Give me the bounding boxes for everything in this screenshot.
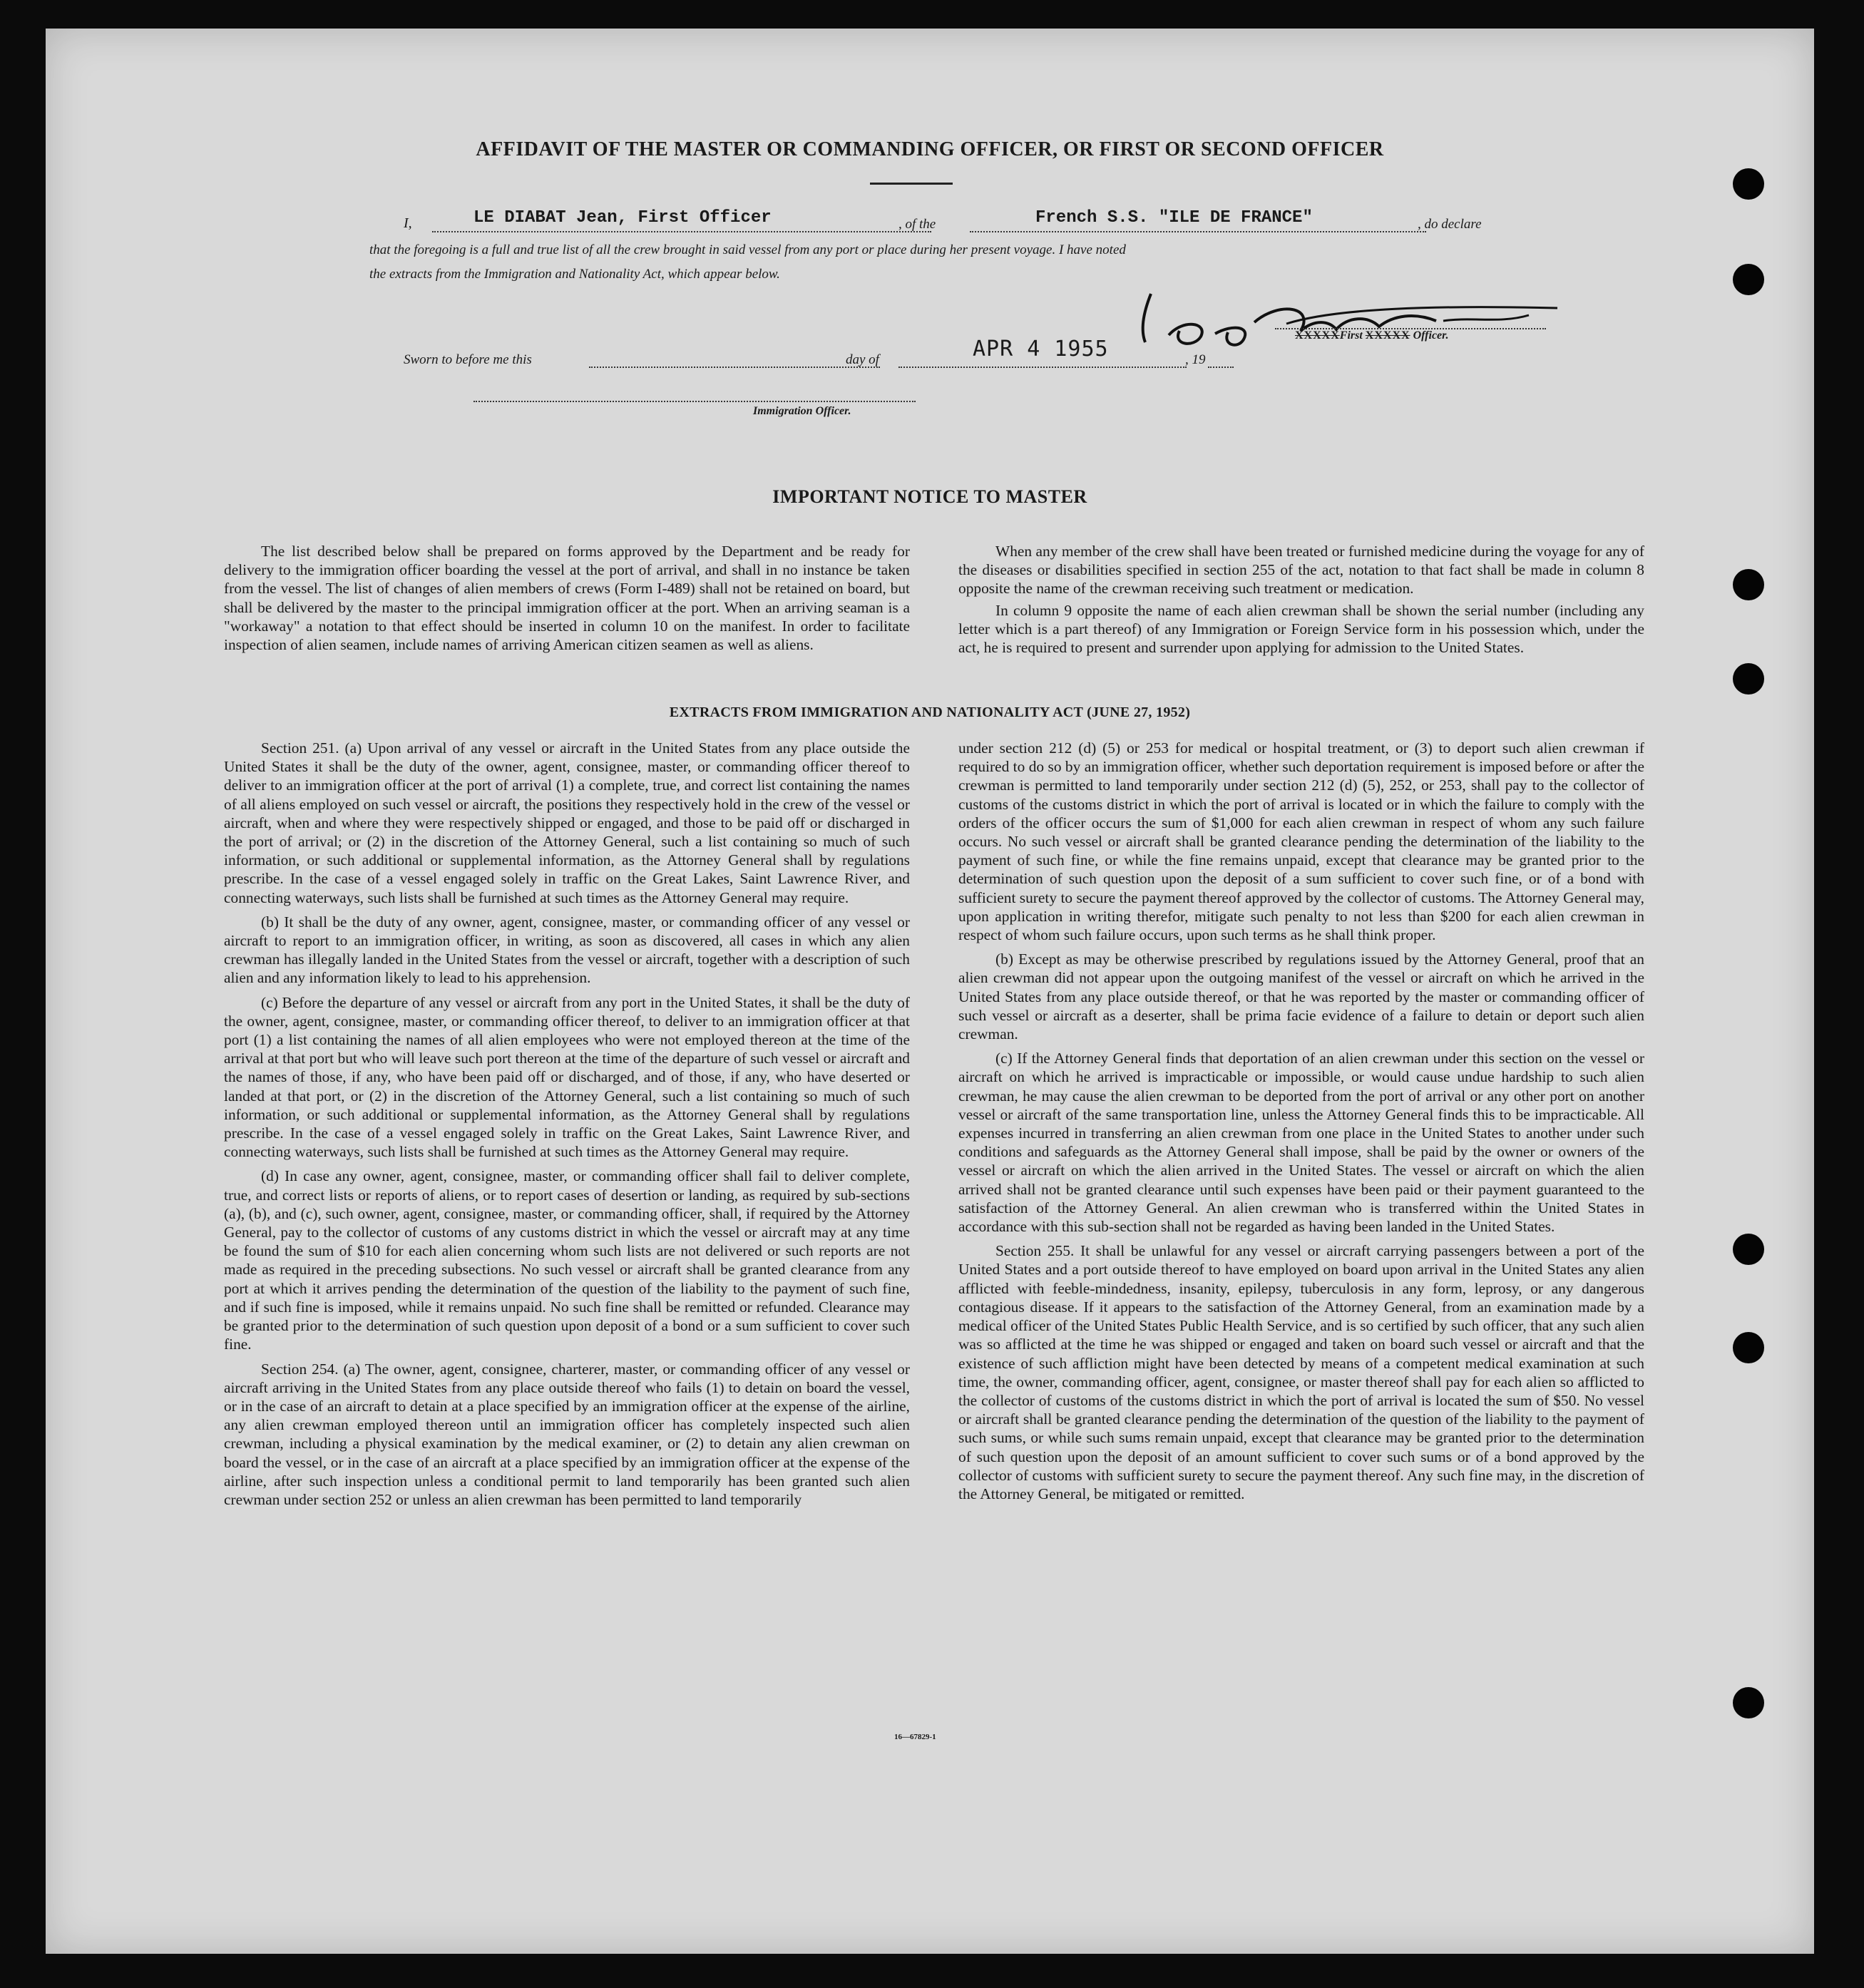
extract-paragraph: Section 251. (a) Upon arrival of any vessel or aircraft in the United States from any place outside the United States it shall be the duty of the owner, agent, consignee, master, or commanding officer thereof to deliver to an immigration officer at the port of arrival (1) a complete, true, and correct list containing the names of all aliens employed on such vessel or aircraft, the positions they respectively hold in the crew of the vessel or aircraft, when and where they were respectively shipped or engaged, and those to be paid off or discharged in the port of arrival; or (2) in the discretion of the Attorney General, such a list containing so much of such information, or such additional or supplemental information, as the Attorney General shall by regulations prescribe. In the case of a vessel engaged solely in traffic on the Great Lakes, Saint Lawrence River, and connecting waterways, such lists shall be furnished at such times as the Attorney General may require. bbox=[224, 739, 910, 906]
struck-text: XXXXX bbox=[1295, 329, 1340, 342]
sworn-day-line bbox=[589, 367, 880, 368]
declarant-name: LE DIABAT Jean, First Officer bbox=[473, 208, 772, 227]
form-number: 16—67829-1 bbox=[894, 1733, 936, 1741]
do-declare-label: , do declare bbox=[1418, 217, 1482, 232]
notice-paragraph: In column 9 opposite the name of each alien crewman shall be shown the serial number (including any letter which is a part thereof) of any Immigration or Foreign Service form in his possession which, under the act, he is required to present and surrender upon applying for admission to the United States. bbox=[958, 601, 1644, 657]
binder-hole bbox=[1733, 663, 1764, 695]
binder-hole bbox=[1733, 1234, 1764, 1265]
first-label: First bbox=[1339, 329, 1363, 342]
binder-hole bbox=[1733, 168, 1764, 200]
notice-title: IMPORTANT NOTICE TO MASTER bbox=[772, 486, 1087, 507]
struck-text: XXXXX bbox=[1365, 329, 1410, 342]
extract-paragraph: (b) It shall be the duty of any owner, agent, consignee, master, or commanding officer of any vessel or aircraft to report to an immigration officer, in writing, as soon as discovered, all cases in which any alien crewman has illegally landed in the United States from the vessel or aircraft, together with a description of such alien and any information likely to lead to his apprehension. bbox=[224, 913, 910, 987]
vessel-name: French S.S. "ILE DE FRANCE" bbox=[1035, 208, 1313, 227]
notice-paragraph: When any member of the crew shall have been treated or furnished medicine during the voyage for any of the diseases or disabilities specified in section 255 of the act, notation to that fact shall be made in column 8 opposite the name of the crewman receiving such treatment or medication. bbox=[958, 543, 1644, 598]
notice-left-column bbox=[224, 542, 910, 660]
binder-hole bbox=[1733, 1332, 1764, 1363]
extract-paragraph: under section 212 (d) (5) or 253 for medical or hospital treatment, or (3) to deport such alien crewman if required to do so by an immigration officer, whether such deportation requirement is imposed before or after the crewman is permitted to land temporarily under section 212 (d) (5), 252, or 253, shall pay to the collector of customs of the customs district in which the port of arrival is located or in which the failure to comply with the orders of the officer occurs the sum of $1,000 for each alien crewman in respect of whom any such failure occurs. No such vessel or aircraft shall be granted clearance pending the determination of the liability to the payment of such fine, or while the fine remains unpaid, except that clearance may be granted prior to the determination of such question upon the deposit of a sum sufficient to cover such fine, or of a bond with sufficient surety to secure the payment thereof approved by the collector of customs. The Attorney General may, upon application in writing therefor, mitigate such penalty to not less than $200 for each alien crewman in respect of whom such failure occurs, upon such terms as he shall think proper. bbox=[958, 739, 1644, 944]
declarant-line bbox=[432, 231, 931, 232]
title-rule bbox=[870, 183, 953, 185]
extract-paragraph: (b) Except as may be otherwise prescribed by regulations issued by the Attorney General, proof that an alien crewman did not appear upon the outgoing manifest of the vessel or aircraft on which he arrived in the United States from any place outside thereof, or that he was reported by the master or commanding officer of such vessel or aircraft as a deserter, shall be prima facie evidence of a failure to detain or deport such alien crewman. bbox=[958, 951, 1644, 1043]
affidavit-statement-cont: the extracts from the Immigration and Nationality Act, which appear below. bbox=[369, 267, 780, 282]
immigration-officer-label: Immigration Officer. bbox=[753, 405, 851, 417]
extracts-title: EXTRACTS FROM IMMIGRATION AND NATIONALITY ACT (JUNE 27, 1952) bbox=[669, 704, 1191, 720]
extract-paragraph: (c) If the Attorney General finds that deportation of an alien crewman under this section on the vessel or aircraft on which he arrived is impracticable or impossible, or would cause undue hardship to such alien crewman, he may cause the alien crewman to be deported from the port of arrival or any other port on another vessel or aircraft of the same transportation line, unless the Attorney General finds this to be impracticable. All expenses incurred in transferring an alien crewman from one place in the United States to another under such conditions and safeguards as the Attorney General shall impose, shall be paid by the owner or owners of the vessel or aircraft on which the alien arrived in the United States. The vessel or aircraft on which the alien arrived shall not be granted clearance until such expenses have been paid or their payment guaranteed to the satisfaction of the Attorney General. An alien crewman who is transferred within the United States in accordance with this sub-section shall not be regarded as having been landed in the United States. bbox=[958, 1050, 1644, 1236]
year-line bbox=[1208, 367, 1234, 368]
binder-hole bbox=[1733, 569, 1764, 600]
sworn-date-line bbox=[898, 367, 1187, 368]
binder-hole bbox=[1733, 264, 1764, 295]
officer-label: Officer. bbox=[1413, 329, 1449, 342]
extract-paragraph: (d) In case any owner, agent, consignee, master, or commanding officer shall fail to deliver complete, true, and correct lists or reports of aliens, or to report cases of desertion or landing, as required by sub-sections (a), (b), and (c), such owner, agent, consignee, master, or commanding officer, shall, if required by the Attorney General, pay to the collector of customs of any customs district in which the vessel or aircraft may at any time be found the sum of $10 for each alien concerning whom such lists are not delivered or such reports are not made as required in the preceding subsections. No such vessel or aircraft shall be granted clearance from any port at which it arrives pending the determination of the question of the liability to the payment of such fine, and if such fine is imposed, while it remains unpaid. No such fine shall be remitted or refunded. Clearance may be granted prior to the determination of such question upon deposit of a bond or a sum sufficient to cover such fine. bbox=[224, 1167, 910, 1353]
affidavit-statement: that the foregoing is a full and true list of all the crew brought in said vessel from any port or place during her present voyage. I have noted bbox=[369, 242, 1126, 257]
of-the-label: , of the bbox=[898, 217, 936, 232]
extract-paragraph: (c) Before the departure of any vessel or aircraft from any port in the United States, it shall be the duty of the owner, agent, consignee, master, or commanding officer thereof, to deliver to an immigration officer at that port (1) a list containing the names of all alien employees who were not employed thereon at the time of the arrival at that port but who will leave such port thereon at the time of the departure of such vessel or aircraft and the names of those, if any, who have been paid off or discharged, and of those, if any, who have deserted or landed at that port, or (2) in the discretion of the Attorney General, such a list containing so much of such information, or such additional or supplemental information, as the Attorney General shall by regulations prescribe. In the case of a vessel engaged solely in traffic on the Great Lakes, Saint Lawrence River, and connecting waterways, such lists shall be furnished at such times as the Attorney General may require. bbox=[224, 993, 910, 1161]
date-stamp: APR 4 1955 bbox=[973, 337, 1109, 362]
affidavit-title: AFFIDAVIT OF THE MASTER OR COMMANDING OFFICER, OR FIRST OR SECOND OFFICER bbox=[476, 138, 1384, 160]
binder-hole bbox=[1733, 1687, 1764, 1718]
sworn-label: Sworn to before me this bbox=[404, 352, 532, 367]
extract-paragraph: Section 254. (a) The owner, agent, consignee, charterer, master, or commanding officer of any vessel or aircraft arriving in the United States from any place outside thereof who fails (1) to detain on board the vessel, or in the case of an aircraft to detain at a place specified by an immigration officer at the expense of the airline, any alien crewman employed thereon until an immigration officer has completely inspected such alien crewman, including a physical examination by the medical examiner, or (2) to detain any alien crewman on board the vessel, or in the case of an aircraft at a place specified by an immigration officer at the expense of the airline, after such inspection unless a conditional permit to land temporarily has been granted such alien crewman under section 252 or unless an alien crewman has been permitted to land temporarily bbox=[224, 1360, 910, 1508]
officer-title bbox=[1295, 329, 1449, 342]
i-label: I, bbox=[404, 215, 412, 231]
notice-right-column bbox=[958, 542, 1644, 662]
extracts-left-column bbox=[224, 739, 910, 1515]
year-label: , 19 bbox=[1185, 352, 1206, 367]
notice-paragraph: The list described below shall be prepared on forms approved by the Department and be ready for delivery to the immigration officer boarding the vessel at the port of arrival, and shall in no instance be taken from the vessel. The list of changes of alien members of crews (Form I-489) shall not be retained on board, but shall be delivered by the master to the principal immigration officer at the port. When an arriving seaman is a "workaway" a notation to that effect should be inserted in column 10 on the manifest. In order to facilitate inspection of alien seamen, include names of arriving American citizen seamen as well as aliens. bbox=[224, 543, 910, 654]
document-page bbox=[46, 29, 1814, 1954]
extract-paragraph: Section 255. It shall be unlawful for any vessel or aircraft carrying passengers between a port of the United States and a port outside thereof to have employed on board upon arrival in the United States any alien afflicted with feeble-mindedness, insanity, epilepsy, tuberculosis in any form, leprosy, or any dangerous contagious disease. If it appears to the satisfaction of the Attorney General, from an examination made by a medical officer of the United States Public Health Service, and is so certified by such officer, that any such alien was so afflicted at the time he was shipped or engaged and taken on board such vessel or aircraft and that the existence of such affliction might have been detected by means of a competent medical examination at such time, the owner, commanding officer, agent, consignee, or master thereof shall pay for each alien so afflicted to the collector of customs of the customs district in which the port of arrival is located the sum of $50. No vessel or aircraft shall be granted clearance pending the determination of the question of the liability to the payment of such sums, or while such sums remain unpaid, except that clearance may be granted prior to the determination of such question upon the deposit of an amount sufficient to cover such sums or of a bond approved by the collector of customs with sufficient surety to secure the payment thereof. Any such fine may, in the discretion of the Attorney General, be mitigated or remitted. bbox=[958, 1242, 1644, 1502]
extracts-right-column bbox=[958, 739, 1644, 1509]
vessel-line bbox=[970, 231, 1426, 232]
officer-signature bbox=[1101, 280, 1586, 358]
day-of-label: day of bbox=[846, 352, 879, 367]
immigration-officer-line bbox=[473, 401, 916, 402]
